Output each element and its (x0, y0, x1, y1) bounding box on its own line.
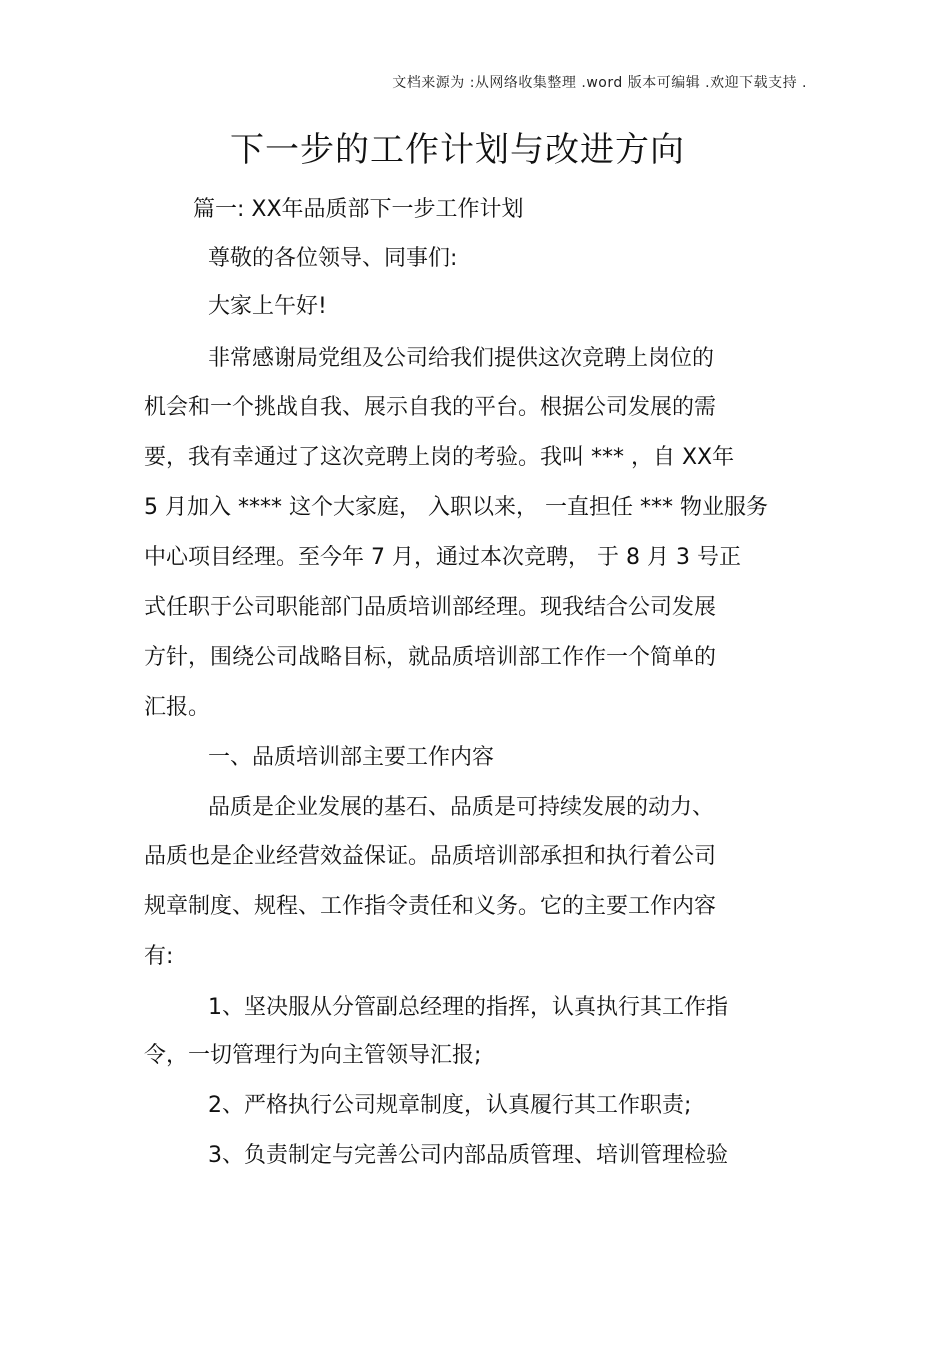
text-line: 中心项目经理。至今年 7 月，通过本次竞聘， 于 8 月 3 号正 (144, 545, 741, 570)
text-line: 方针，围绕公司战略目标，就品质培训部工作作一个简单的 (144, 645, 717, 670)
text-line: 2、严格执行公司规章制度，认真履行其工作职责; (208, 1093, 692, 1118)
text-line: 品质也是企业经营效益保证。品质培训部承担和执行着公司 (144, 844, 717, 869)
text-line: 非常感谢局党组及公司给我们提供这次竞聘上岗位的 (208, 346, 715, 371)
text-line: 篇一: XX年品质部下一步工作计划 (193, 197, 524, 222)
text-line: 规章制度、规程、工作指令责任和义务。它的主要工作内容 (144, 894, 717, 919)
text-line: 一、品质培训部主要工作内容 (208, 745, 495, 770)
text-line: 有: (144, 944, 174, 969)
text-line: 品质是企业发展的基石、品质是可持续发展的动力、 (208, 795, 715, 820)
text-line: 1、坚决服从分管副总经理的指挥，认真执行其工作指 (208, 995, 728, 1020)
page-title: 下一步的工作计划与改进方向 (230, 130, 685, 170)
text-line: 式任职于公司职能部门品质培训部经理。现我结合公司发展 (144, 595, 717, 620)
text-line: 机会和一个挑战自我、展示自我的平台。根据公司发展的需 (144, 395, 717, 420)
text-line: 尊敬的各位领导、同事们: (208, 246, 458, 271)
text-line: 大家上午好! (208, 294, 327, 319)
text-line: 要，我有幸通过了这次竞聘上岗的考验。我叫 *** ，自 XX年 (144, 445, 735, 470)
text-line: 汇报。 (144, 695, 211, 720)
text-line: 3、负责制定与完善公司内部品质管理、培训管理检验 (208, 1143, 728, 1168)
text-line: 5 月加入 **** 这个大家庭， 入职以来， 一直担任 *** 物业服务 (144, 495, 768, 520)
header-note: 文档来源为 :从网络收集整理 .word 版本可编辑 .欢迎下载支持 . (392, 75, 807, 91)
text-line: 令，一切管理行为向主管领导汇报; (144, 1043, 482, 1068)
